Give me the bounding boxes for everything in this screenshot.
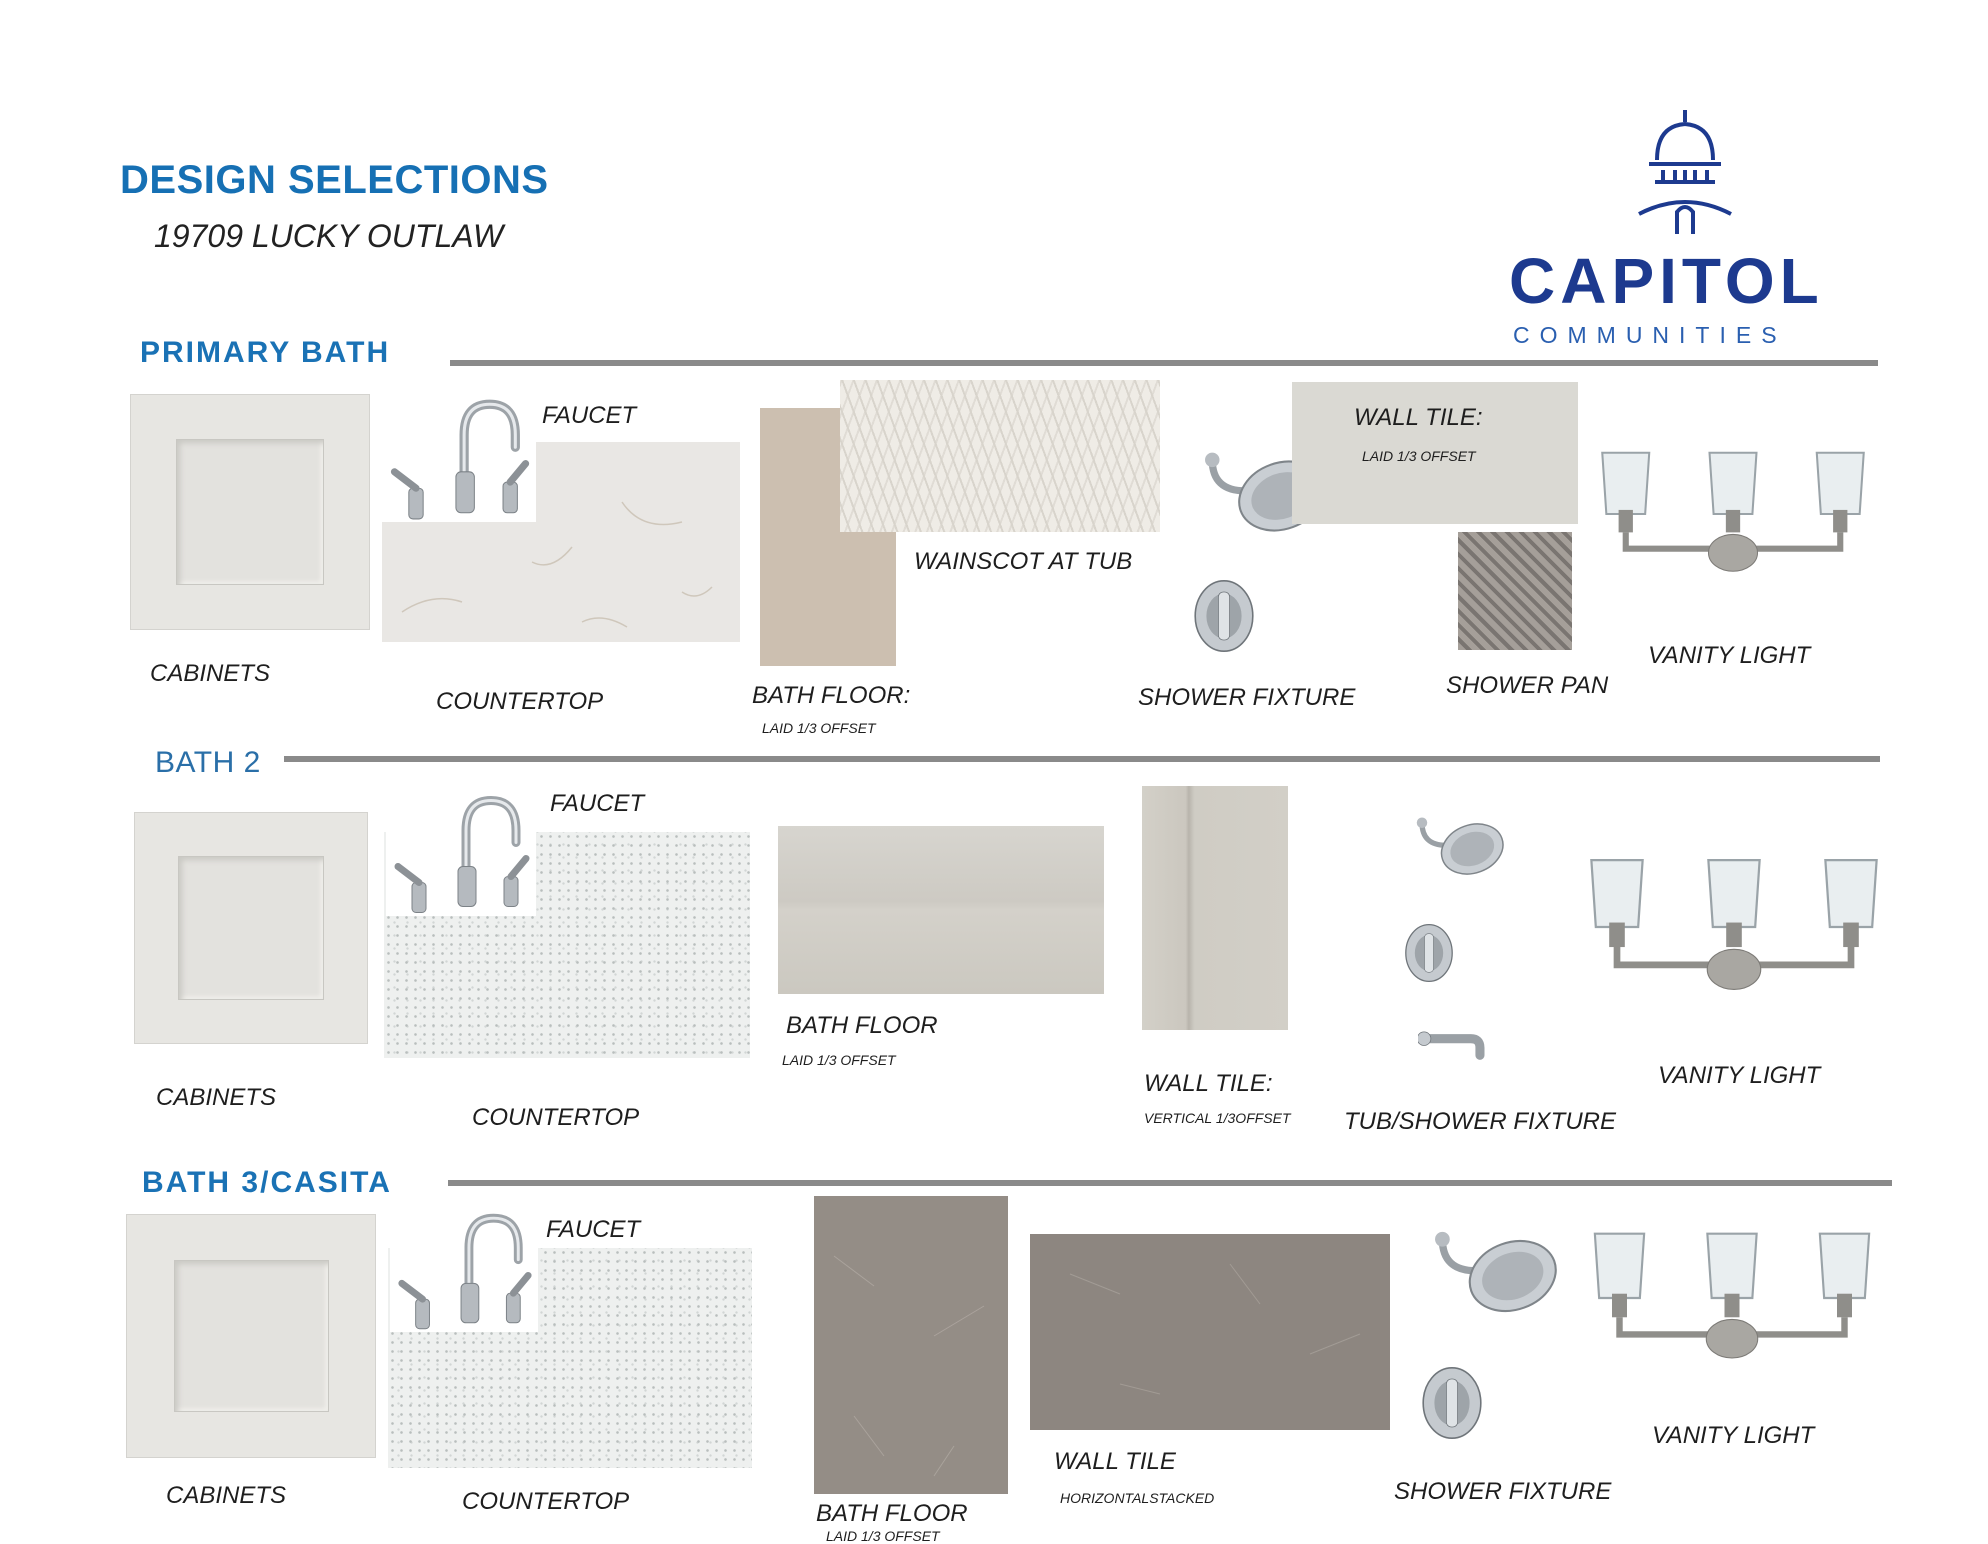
primary-vanity-light-image xyxy=(1590,436,1876,592)
primary-wall-tile-label: WALL TILE: xyxy=(1354,404,1483,431)
bath2-cabinet-swatch xyxy=(134,812,368,1044)
address: 19709 LUCKY OUTLAW xyxy=(154,218,504,254)
bath2-wall-tile-note: VERTICAL 1/3OFFSET xyxy=(1144,1110,1291,1126)
bath3-bath-floor-swatch xyxy=(814,1196,1008,1494)
primary-cabinets-label: CABINETS xyxy=(150,660,271,687)
bath3-vanity-light-label: VANITY LIGHT xyxy=(1652,1422,1815,1449)
tile-veins xyxy=(814,1196,1008,1494)
primary-bath-floor-label: BATH FLOOR: xyxy=(752,682,911,709)
primary-shower-valve-image xyxy=(1188,574,1260,658)
bath2-tub-shower-fixture-label: TUB/SHOWER FIXTURE xyxy=(1344,1108,1617,1135)
bath3-divider xyxy=(448,1180,1892,1186)
bath2-wall-tile-label: WALL TILE: xyxy=(1144,1070,1273,1097)
bath2-showerhead-image xyxy=(1416,814,1506,884)
bath3-wall-tile-label: WALL TILE xyxy=(1054,1448,1176,1475)
bath2-valve-image xyxy=(1400,918,1458,988)
bath3-showerhead-image xyxy=(1434,1228,1560,1324)
bath3-bath-floor-note: LAID 1/3 OFFSET xyxy=(826,1528,940,1544)
bath3-shower-valve-image xyxy=(1416,1360,1488,1446)
capitol-logo xyxy=(1505,108,1865,348)
capitol-dome-icon xyxy=(1635,108,1735,238)
primary-countertop-label: COUNTERTOP xyxy=(436,688,604,715)
bath2-vanity-light-image xyxy=(1578,842,1890,1012)
bath3-countertop-label: COUNTERTOP xyxy=(462,1488,630,1515)
primary-bath-heading: PRIMARY BATH xyxy=(140,336,391,369)
bath3-wall-tile-note: HORIZONTALSTACKED xyxy=(1060,1490,1215,1506)
bath2-divider xyxy=(284,756,1880,762)
primary-cabinet-swatch xyxy=(130,394,370,630)
bath3-bath-floor-label: BATH FLOOR xyxy=(816,1500,968,1527)
primary-wainscot-label: WAINSCOT AT TUB xyxy=(914,548,1133,575)
logo-tagline: COMMUNITIES xyxy=(1513,322,1787,348)
bath3-faucet-label: FAUCET xyxy=(546,1216,641,1243)
primary-bath-divider xyxy=(450,360,1878,366)
bath2-tub-spout-image xyxy=(1418,1024,1486,1064)
logo-name: CAPITOL xyxy=(1509,245,1824,317)
primary-wall-tile-note: LAID 1/3 OFFSET xyxy=(1362,448,1476,464)
bath2-heading: BATH 2 xyxy=(155,746,261,779)
primary-vanity-light-label: VANITY LIGHT xyxy=(1648,642,1811,669)
bath3-vanity-light-image xyxy=(1582,1216,1882,1380)
bath2-faucet-image xyxy=(386,790,536,916)
bath3-cabinet-swatch xyxy=(126,1214,376,1458)
bath2-vanity-light-label: VANITY LIGHT xyxy=(1658,1062,1821,1089)
bath3-shower-fixture-label: SHOWER FIXTURE xyxy=(1394,1478,1612,1505)
primary-faucet-image xyxy=(382,394,536,522)
bath2-countertop-label: COUNTERTOP xyxy=(472,1104,640,1131)
bath2-bath-floor-note: LAID 1/3 OFFSET xyxy=(782,1052,896,1068)
primary-shower-pan-swatch xyxy=(1458,532,1572,650)
bath2-bath-floor-swatch xyxy=(778,826,1104,994)
primary-faucet-label: FAUCET xyxy=(542,402,637,429)
bath3-heading: BATH 3/CASITA xyxy=(142,1166,392,1199)
primary-shower-pan-label: SHOWER PAN xyxy=(1446,672,1609,699)
bath3-cabinets-label: CABINETS xyxy=(166,1482,287,1509)
bath2-cabinets-label: CABINETS xyxy=(156,1084,277,1111)
page-title: DESIGN SELECTIONS xyxy=(120,158,549,202)
bath3-wall-tile-swatch xyxy=(1030,1234,1390,1430)
primary-shower-fixture-label: SHOWER FIXTURE xyxy=(1138,684,1356,711)
wall-tile-veins xyxy=(1030,1234,1390,1430)
bath2-wall-tile-swatch xyxy=(1142,786,1288,1030)
bath2-faucet-label: FAUCET xyxy=(550,790,645,817)
primary-bath-floor-note: LAID 1/3 OFFSET xyxy=(762,720,876,736)
bath3-faucet-image xyxy=(390,1208,538,1332)
primary-wainscot-swatch xyxy=(840,380,1160,532)
bath2-bath-floor-label: BATH FLOOR xyxy=(786,1012,938,1039)
